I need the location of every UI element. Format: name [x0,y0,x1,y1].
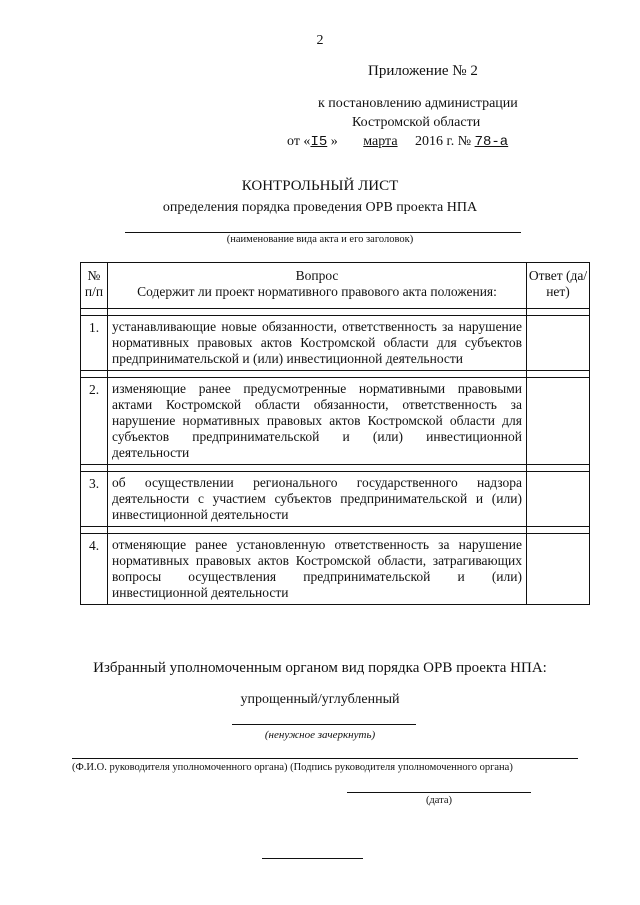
row-question: изменяющие ранее предусмотренные нормативными правовыми актами Костромской области обязанности, ответственность за нарушение нормативных правовых актов Костромской области для субъектов предпринимательской и (или) инвестиционной деятельности [108,378,527,465]
table-row [81,472,590,527]
signature-line [72,758,578,759]
row-num: 3. [81,472,108,527]
table-row [81,316,590,371]
row-answer-cell[interactable] [527,316,590,371]
row-question: устанавливающие новые обязанности, ответственность за нарушение нормативных правовых актов Костромской области для субъектов предпринимательской и (или) инвестиционной деятельности [108,316,527,371]
table-gap [81,465,590,472]
row-num: 1. [81,316,108,371]
table-header-row [81,263,590,309]
page-number: 2 [316,33,324,48]
date-line [347,792,531,793]
procedure-options: упрощенный/углубленный [240,692,400,707]
decree-date-line [287,134,508,150]
header-question-text: Содержит ли проект нормативного правового акта положения: [137,284,497,299]
header-question-title: Вопрос [295,268,339,283]
row-question: отменяющие ранее установленную ответственность за нарушение нормативных правовых актов Костромской области, затрагивающих вопросы осуществления предпринимательской и (или) инвестиционной деятельности [108,534,527,605]
cross-out-line [232,724,416,725]
table-row [81,534,590,605]
chosen-procedure-text: Избранный уполномоченным органом вид порядка ОРВ проекта НПА: [93,660,547,676]
row-num: 2. [81,378,108,465]
header-num: № п/п [81,263,108,309]
region-name: Костромской области [352,115,481,130]
table-gap [81,527,590,534]
row-question: об осуществлении регионального государственного надзора деятельности с участием субъектов предпринимательской и (или) инвестиционной деятельности [108,472,527,527]
appendix-label: Приложение № 2 [368,63,478,79]
date-caption: (дата) [425,795,453,806]
row-answer-cell[interactable] [527,472,590,527]
bottom-separator [262,858,363,859]
decree-month: марта [363,134,398,149]
decree-number: 78-а [474,134,509,150]
signature-caption: (Ф.И.О. руководителя уполномоченного органа) (Подпись руководителя уполномоченного органа) [72,762,513,773]
document-subtitle: определения порядка проведения ОРВ проекта НПА [162,200,478,215]
header-answer: Ответ (да/нет) [527,263,590,309]
row-num: 4. [81,534,108,605]
decree-reference: к постановлению администрации [318,96,518,111]
table-gap [81,371,590,378]
date-prefix: от « [287,134,311,149]
act-name-caption: (наименование вида акта и его заголовок) [226,234,414,245]
checklist-table [80,262,590,605]
row-answer-cell[interactable] [527,378,590,465]
decree-year: 2016 г. № [415,134,472,149]
date-mid: » [330,134,338,149]
document-title: КОНТРОЛЬНЫЙ ЛИСТ [241,178,399,194]
row-answer-cell[interactable] [527,534,590,605]
act-name-line [125,232,521,233]
table-row [81,378,590,465]
decree-day: I5 [310,134,328,150]
header-question [108,263,527,309]
cross-out-caption: (ненужное зачеркнуть) [264,729,376,741]
table-gap [81,309,590,316]
